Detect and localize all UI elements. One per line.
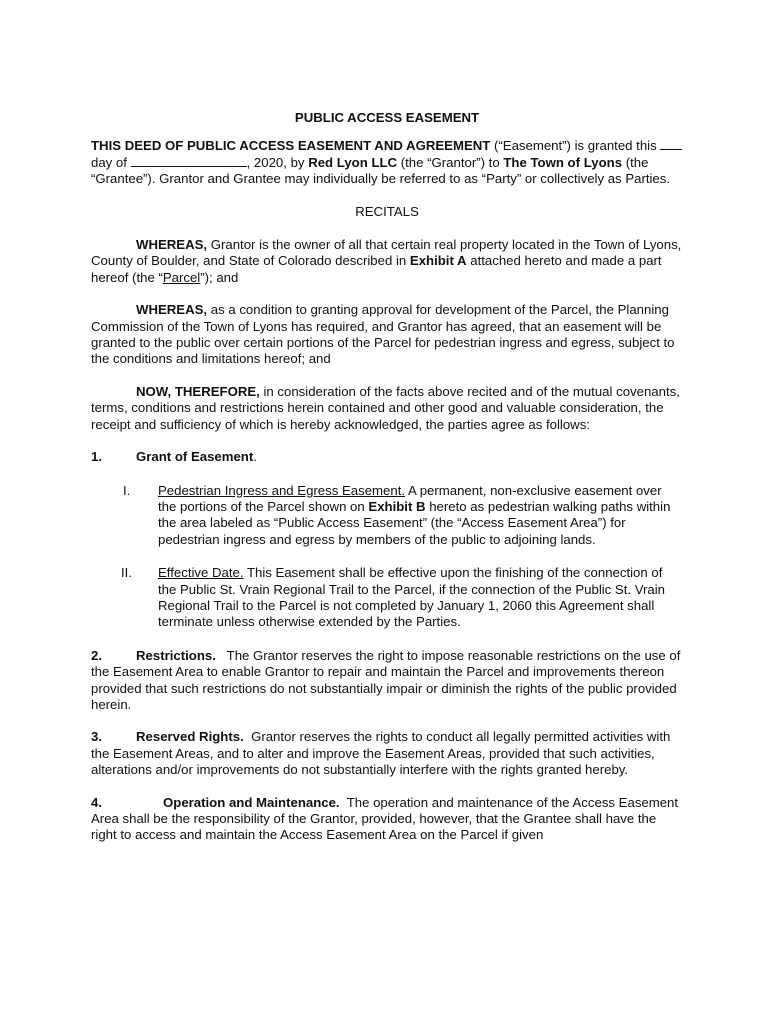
- section-3: [91, 729, 683, 778]
- section-4-title: Operation and Maintenance.: [163, 794, 340, 810]
- recital-1: [91, 237, 683, 286]
- item-2-heading: Effective Date.: [158, 565, 244, 581]
- recitals-heading: RECITALS: [355, 203, 419, 219]
- item-2-body: [158, 565, 683, 631]
- grantee-name-b: Lyons: [583, 154, 623, 170]
- section-1-title-wrap: [136, 449, 257, 465]
- intro-text-4: (the “Grantor”) to: [397, 154, 504, 170]
- section-1-number: 1.: [91, 449, 102, 465]
- item-1-body: [158, 483, 683, 549]
- grantor-name: Red Lyon LLC: [308, 154, 398, 170]
- recital-2: [91, 302, 683, 368]
- section-4-number: 4.: [91, 794, 102, 810]
- section-2: [91, 648, 683, 714]
- section-2-title: Restrictions.: [136, 647, 216, 663]
- recital-3-lead: NOW, THEREFORE,: [136, 383, 260, 399]
- recital-3-text: in consideration of the facts above recited and of the mutual covenants, terms, conditions and restrictions herein contained and other good and valuable consideration, the receipt and sufficiency of which is hereby acknowledged, the parties agree as follows:: [91, 383, 680, 432]
- grantee-name-a: The Town of: [503, 154, 581, 170]
- section-4: [91, 795, 683, 844]
- document-title: PUBLIC ACCESS EASEMENT: [294, 110, 480, 125]
- recital-2-text: as a condition to granting approval for development of the Parcel, the Planning Commission of the Town of Lyons has required, and Grantor has agreed, that an easement will be granted to the public over certain portions of the Parcel for pedestrian ingress and egress, subject to the conditions and limitations hereof; and: [91, 302, 675, 367]
- section-1-title: Grant of Easement: [136, 449, 254, 465]
- section-2-text: The Grantor reserves the right to impose reasonable restrictions on the use of the Easement Area to enable Grantor to repair and maintain the Parcel and improvements thereon provided that such restrictions do not substantially impair or diminish the rights of the public provided herein.: [91, 647, 685, 712]
- item-2-numeral-cell: [91, 565, 158, 631]
- section-1-item-2: [91, 565, 683, 631]
- recital-3: [91, 384, 683, 433]
- intro-text-1: (“Easement”) is granted this: [490, 138, 661, 154]
- item-1-numeral: I.: [123, 482, 131, 498]
- section-1-title-end: .: [253, 449, 257, 465]
- item-2-text: This Easement shall be effective upon the finishing of the connection of the Public St. Vrain Regional Trail to the Parcel, if the connection of the Public St. Vrain Regional Trail to the Parcel is not completed by January 1, 2060 this Agreement shall terminate unless otherwise extended by the Parties.: [158, 565, 666, 630]
- month-blank: [131, 155, 247, 167]
- intro-text-2: day of: [91, 154, 131, 170]
- document-body: [91, 110, 683, 860]
- recital-1-lead: WHEREAS,: [136, 237, 208, 253]
- recital-1-text-2: attached hereto and made a part hereof (the “: [91, 253, 662, 285]
- section-4-text: The operation and maintenance of the Access Easement Area shall be the responsibility of the Grantor, provided, however, that the Grantee shall have the right to access and maintain the Access Easement Area on the Parcel if given: [91, 794, 681, 843]
- recital-1-text-3: ”); and: [200, 269, 239, 285]
- exhibit-a-ref: Exhibit A: [409, 253, 467, 269]
- item-1-heading: Pedestrian Ingress and Egress Easement.: [158, 482, 406, 498]
- section-3-text: Grantor reserves the rights to conduct all legally permitted activities with the Easement Areas, and to alter and improve the Easement Areas, provided that such activities, alterations and/or improvements do not substantially interfere with the rights granted hereby.: [91, 729, 675, 778]
- exhibit-b-ref: Exhibit B: [368, 498, 426, 514]
- section-1-item-1: [91, 483, 683, 549]
- section-1-heading: [91, 449, 683, 465]
- item-1-numeral-cell: [91, 483, 158, 549]
- item-2-numeral: II.: [121, 565, 132, 581]
- item-1-text-1: A permanent, non-exclusive easement over the portions of the Parcel shown on: [158, 482, 662, 514]
- section-2-number: 2.: [91, 647, 102, 663]
- recital-2-lead: WHEREAS,: [136, 302, 208, 318]
- intro-text-3: , 2020, by: [246, 154, 309, 170]
- intro-bold-lead: THIS DEED OF PUBLIC ACCESS EASEMENT AND AGREEMENT: [91, 138, 491, 154]
- section-3-number: 3.: [91, 729, 102, 745]
- intro-text-5: (the “Grantee”). Grantor and Grantee may individually be referred to as “Party” or collectively as Parties.: [91, 154, 671, 187]
- section-3-title: Reserved Rights.: [136, 729, 244, 745]
- item-1-text-2: hereto as pedestrian walking paths within the area labeled as “Public Access Easement” (the “Access Easement Area”) for pedestrian ingress and egress by members of the public to adjoining lands.: [158, 498, 671, 547]
- parcel-term: Parcel: [162, 269, 201, 285]
- recital-1-text-1: Grantor is the owner of all that certain real property located in the Town of Lyons, County of Boulder, and State of Colorado described in: [91, 237, 682, 269]
- day-blank: [660, 138, 682, 150]
- intro-paragraph: [91, 138, 683, 187]
